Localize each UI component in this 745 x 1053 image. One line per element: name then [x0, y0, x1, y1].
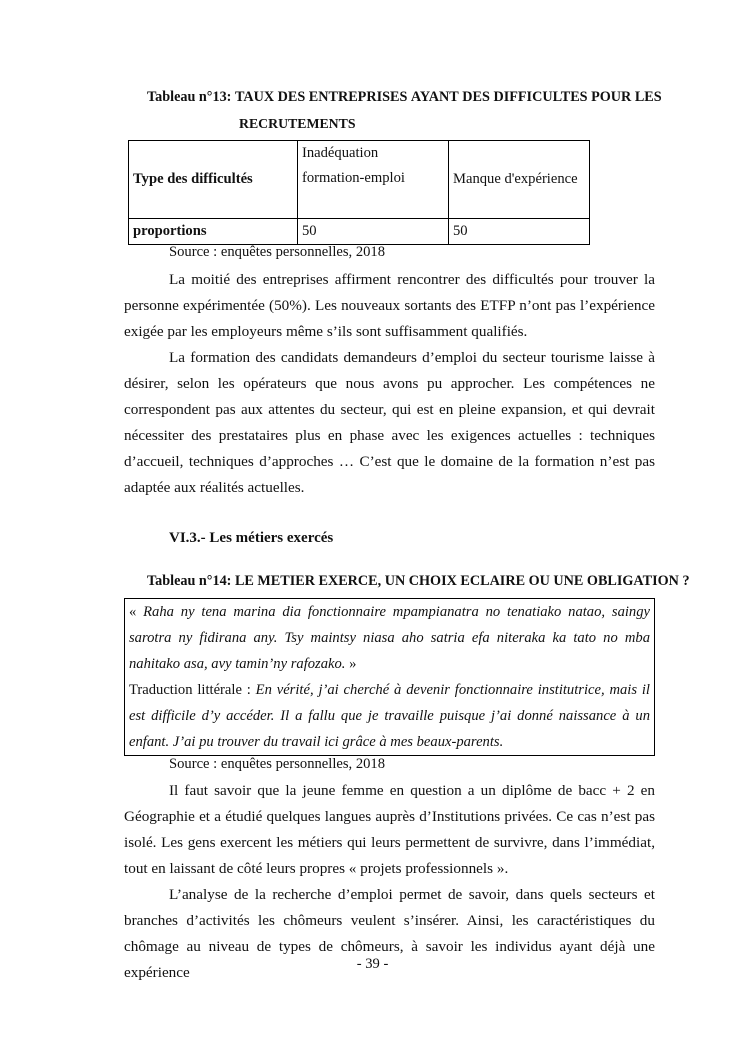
quote-close: » — [345, 656, 357, 672]
table-row — [129, 219, 590, 245]
table-header-row — [129, 141, 590, 219]
paragraph-1: La moitié des entreprises affirment rencontrer des difficultés pour trouver la personne expérimentée (50%). Les nouveaux sortants des ETFP n’ont pas l’expérience exigée par les employeurs même s’ils sont suffisamment qualifiés. — [124, 271, 655, 340]
table13-caption-label: Tableau n°13: — [147, 89, 232, 105]
quote-malagasy-text: Raha ny tena marina dia fonctionnaire mpampianatra no tenatiako natao, saingy sarotra ny fidirana any. Tsy maintsy niasa aho satria efa niteraka ka tato no mba nahitako asa, avy tamin’ny rafozako. — [129, 604, 650, 672]
caption-word: ENTREPRISES — [308, 89, 408, 105]
row-label-proportions: proportions — [129, 219, 298, 245]
caption-word: AYANT — [410, 89, 459, 105]
header-inadequation-line1: Inadéquation — [302, 145, 379, 161]
value-inadequation: 50 — [298, 219, 449, 245]
quote-malagasy — [129, 599, 650, 677]
table13-source: Source : enquêtes personnelles, 2018 — [169, 244, 386, 260]
table14-caption — [147, 573, 690, 590]
table14-caption-text: LE METIER EXERCE, UN CHOIX ECLAIRE OU UNE OBLIGATION ? — [234, 573, 690, 589]
value-manque-experience: 50 — [449, 219, 590, 245]
page-number: - 39 - — [356, 956, 389, 972]
translation-label: Traduction littérale : — [129, 682, 256, 698]
caption-word: POUR — [591, 89, 632, 105]
quote-translation — [129, 677, 650, 755]
table13-caption — [147, 89, 662, 106]
header-type-difficultes: Type des difficultés — [129, 141, 298, 219]
caption-word: LES — [634, 89, 662, 105]
caption-word: TAUX — [234, 89, 275, 105]
header-inadequation — [298, 141, 449, 219]
header-manque-experience: Manque d'expérience — [449, 141, 590, 219]
header-inadequation-line2: formation-emploi — [302, 170, 405, 186]
paragraph-4: L’analyse de la recherche d’emploi permet de savoir, dans quels secteurs et branches d’activités les chômeurs veulent s’insérer. Ainsi, les caractéristiques du chômage au niveau de types de chômeurs, à savoir les individus ayant déjà une expérience — [124, 886, 655, 981]
table14-source: Source : enquêtes personnelles, 2018 — [169, 756, 386, 772]
table14-quote-box — [124, 598, 655, 756]
table13 — [128, 140, 590, 245]
paragraph-2: La formation des candidats demandeurs d’emploi du secteur tourisme laisse à désirer, selon les opérateurs que nous avons pu approcher. Les compétences ne correspondent pas aux attentes du secteur, qui est en pleine expansion, et qui devrait nécessiter des prestataires plus en phase avec les exigences actuelles : techniques d’accueil, techniques d’approches … C’est que le domaine de la formation n’est pas adaptée aux réalités actuelles. — [124, 349, 655, 496]
caption-word: DES — [277, 89, 306, 105]
table14-caption-label: Tableau n°14: — [147, 573, 232, 589]
caption-word: DES — [462, 89, 490, 105]
caption-word: DIFFICULTES — [493, 89, 588, 105]
paragraph-3: Il faut savoir que la jeune femme en question a un diplôme de bacc + 2 en Géographie et a étudié quelques langues auprès d’Institutions privées. Ce cas n’est pas isolé. Les gens exercent les métiers qui leurs permettent de survivre, dans l’immédiat, tout en laissant de côté leurs propres « projets professionnels ». — [124, 782, 655, 877]
quote-open: « — [129, 604, 144, 620]
section-heading: VI.3.- Les métiers exercés — [169, 530, 334, 546]
translation-text: En vérité, j’ai cherché à devenir fonctionnaire institutrice, mais il est difficile d’y accéder. Il a fallu que je travaille puisque j’ai donné naissance à un enfant. J’ai pu trouver du travail ici grâce à mes beaux-parents. — [129, 682, 650, 750]
table13-caption-line2: RECRUTEMENTS — [239, 116, 356, 131]
